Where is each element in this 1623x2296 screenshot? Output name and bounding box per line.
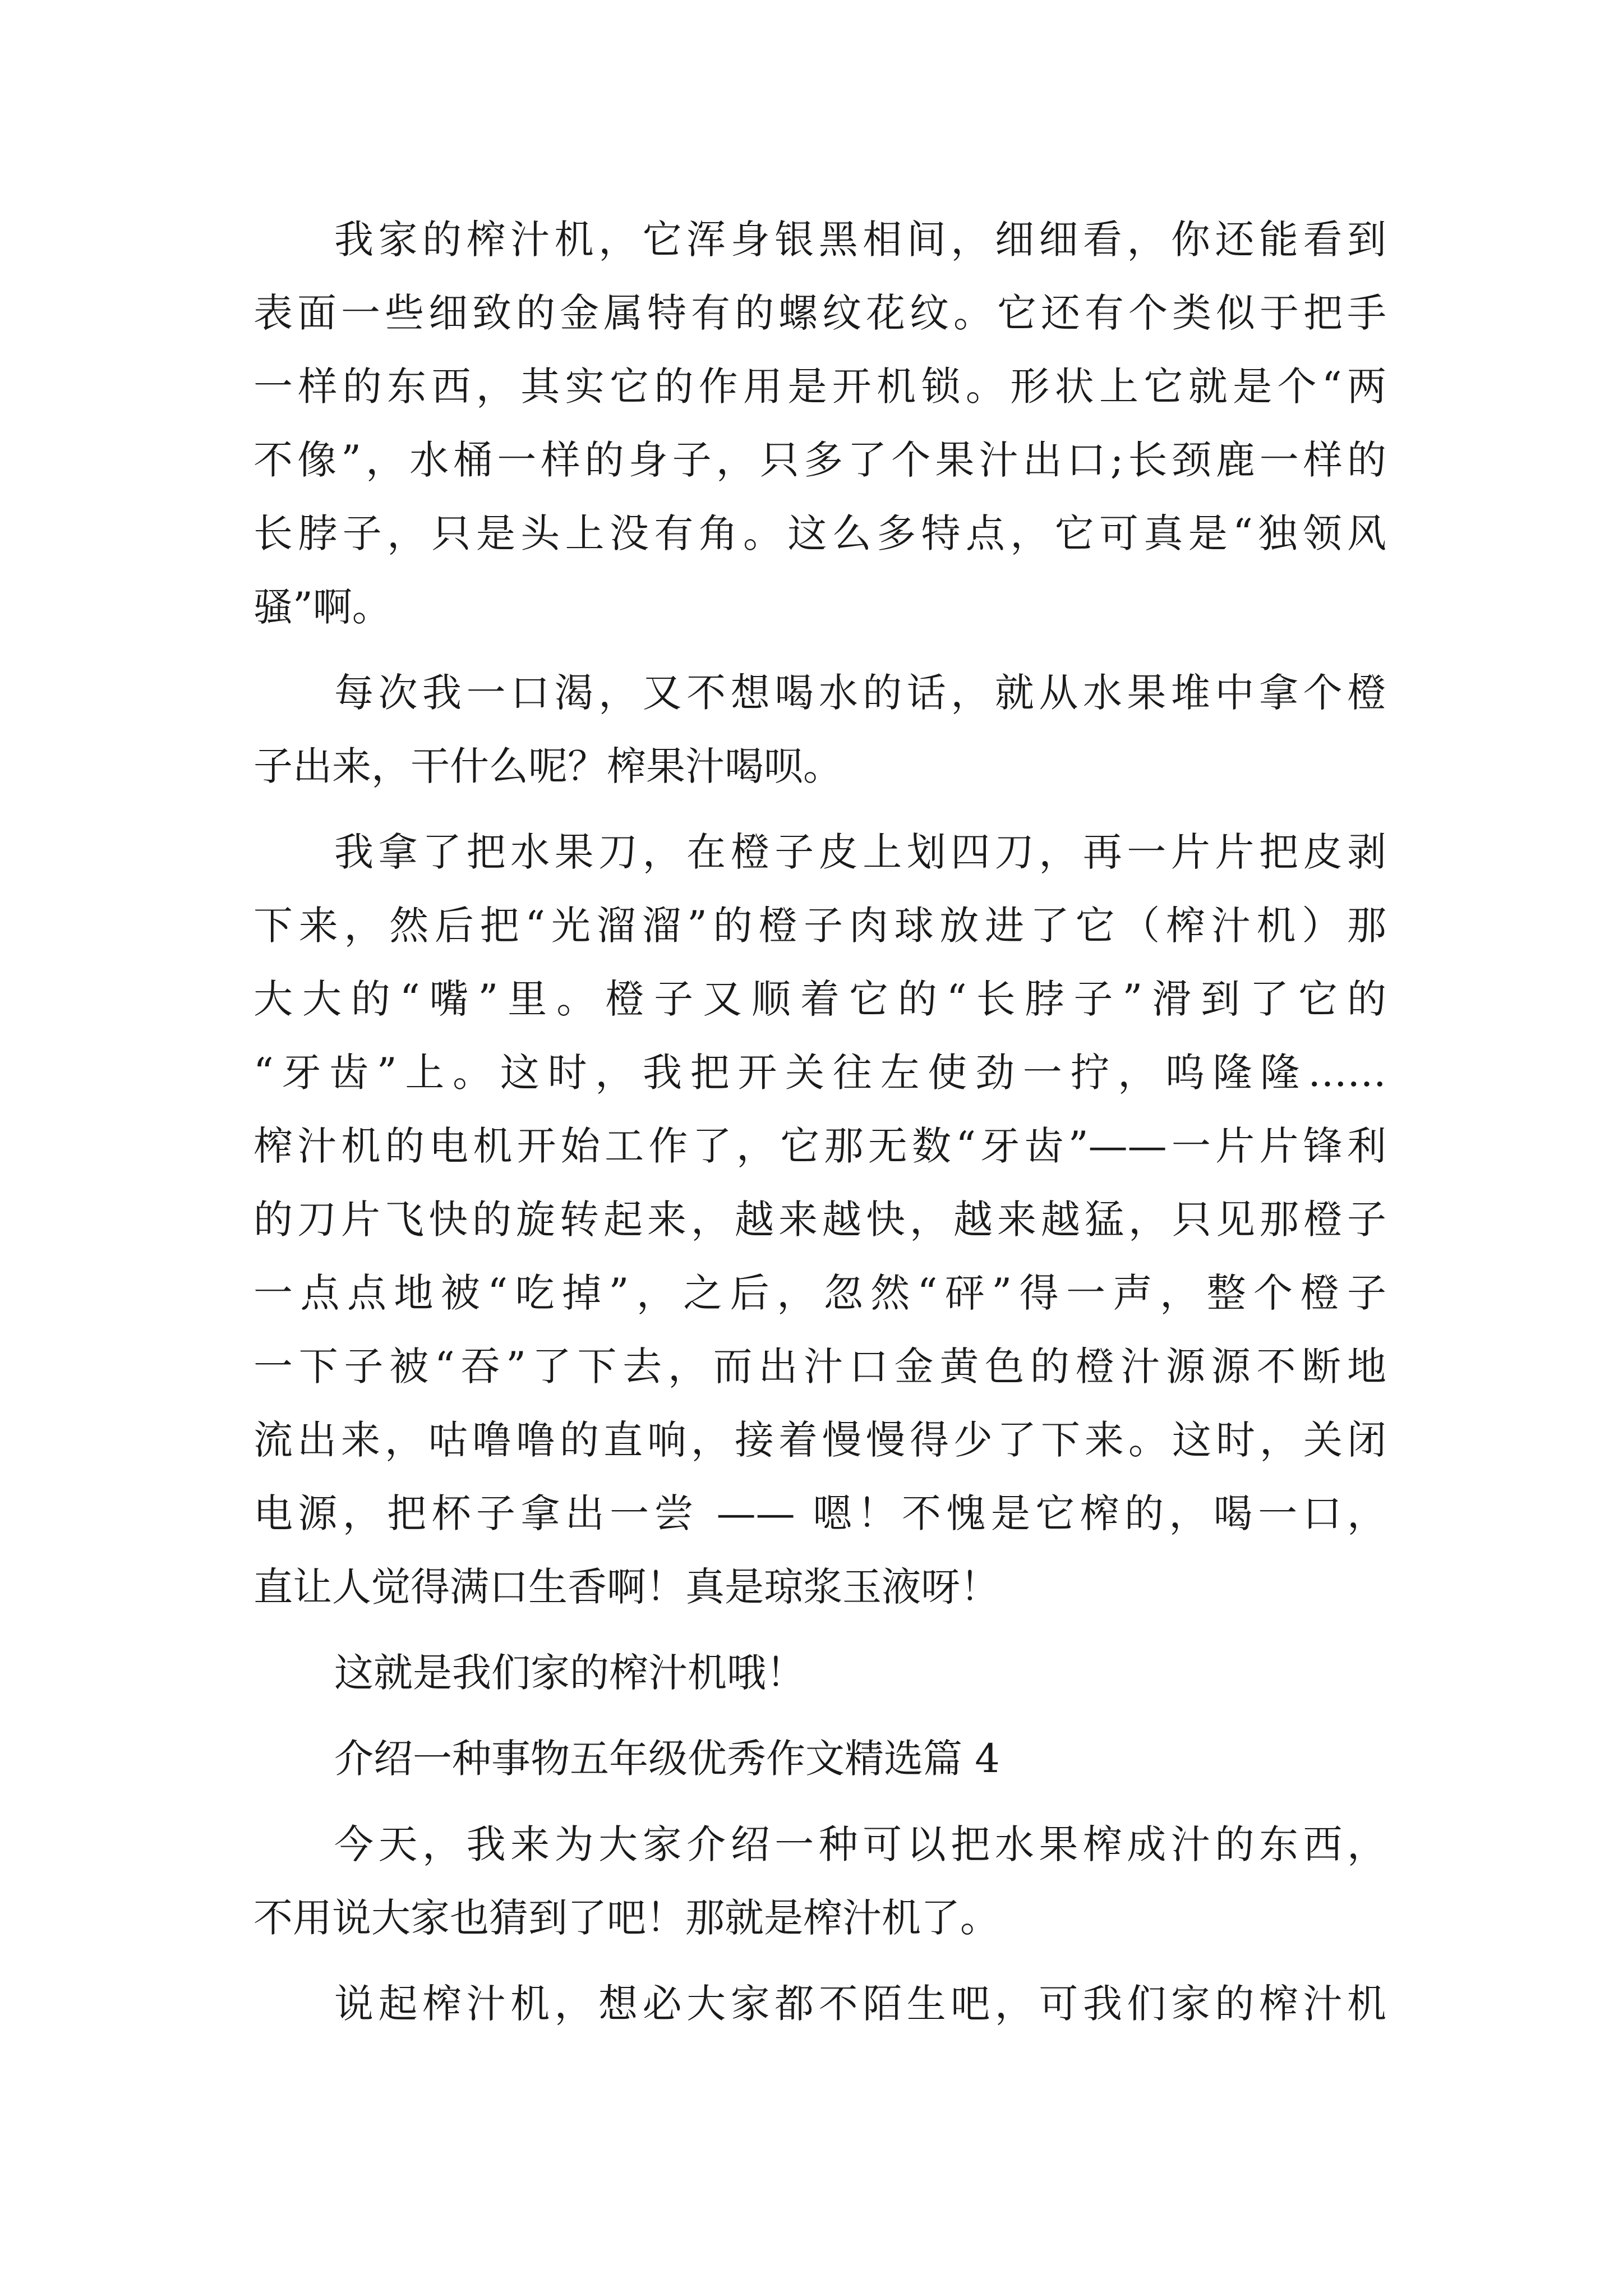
text-line: 流出来，咕噜噜的直响，接着慢慢得少了下来。这时，关闭	[253, 1417, 1386, 1463]
text-line: 骚”啊。	[253, 584, 391, 630]
text-line: 这就是我们家的榨汁机哦！	[334, 1650, 805, 1696]
text-line: 的刀片飞快的旋转起来，越来越快，越来越猛，只见那橙子	[253, 1197, 1386, 1243]
text-line: “牙齿”上。这时，我把开关往左使劲一拧，呜隆隆……	[253, 1050, 1386, 1096]
text-line: 电源，把杯子拿出一尝 —— 嗯！不愧是它榨的，喝一口，	[253, 1490, 1386, 1536]
text-line: 表面一些细致的金属特有的螺纹花纹。它还有个类似于把手	[253, 290, 1386, 336]
text-line: 每次我一口渴，又不想喝水的话，就从水果堆中拿个橙	[334, 670, 1386, 716]
text-line: 榨汁机的电机开始工作了，它那无数“牙齿”——一片片锋利	[253, 1123, 1386, 1169]
text-line: 子出来，干什么呢？榨果汁喝呗。	[253, 743, 842, 789]
text-line: 一样的东西，其实它的作用是开机锁。形状上它就是个“两	[253, 364, 1386, 409]
text-line: 我拿了把水果刀，在橙子皮上划四刀，再一片片把皮剥	[334, 829, 1386, 875]
text-line: 下来，然后把“光溜溜”的橙子肉球放进了它（榨汁机）那	[253, 903, 1386, 949]
text-line: 说起榨汁机，想必大家都不陌生吧，可我们家的榨汁机	[334, 1981, 1386, 2027]
text-line: 一点点地被“吃掉”，之后，忽然“砰”得一声，整个橙子	[253, 1270, 1386, 1316]
text-line: 直让人觉得满口生香啊！真是琼浆玉液呀！	[253, 1564, 999, 1610]
text-line: 不用说大家也猜到了吧！那就是榨汁机了。	[253, 1895, 999, 1941]
text-line: 大大的“嘴”里。橙子又顺着它的“长脖子”滑到了它的	[253, 976, 1386, 1022]
text-line: 一下子被“吞”了下去，而出汁口金黄色的橙汁源源不断地	[253, 1343, 1386, 1389]
text-line: 不像”，水桶一样的身子，只多了个果汁出口;长颈鹿一样的	[253, 437, 1386, 483]
text-line: 今天，我来为大家介绍一种可以把水果榨成汁的东西，	[334, 1821, 1386, 1867]
text-line: 长脖子，只是头上没有角。这么多特点，它可真是“独领风	[253, 510, 1386, 556]
text-line: 我家的榨汁机，它浑身银黑相间，细细看，你还能看到	[334, 217, 1386, 263]
section-heading: 介绍一种事物五年级优秀作文精选篇 4	[334, 1736, 1000, 1782]
